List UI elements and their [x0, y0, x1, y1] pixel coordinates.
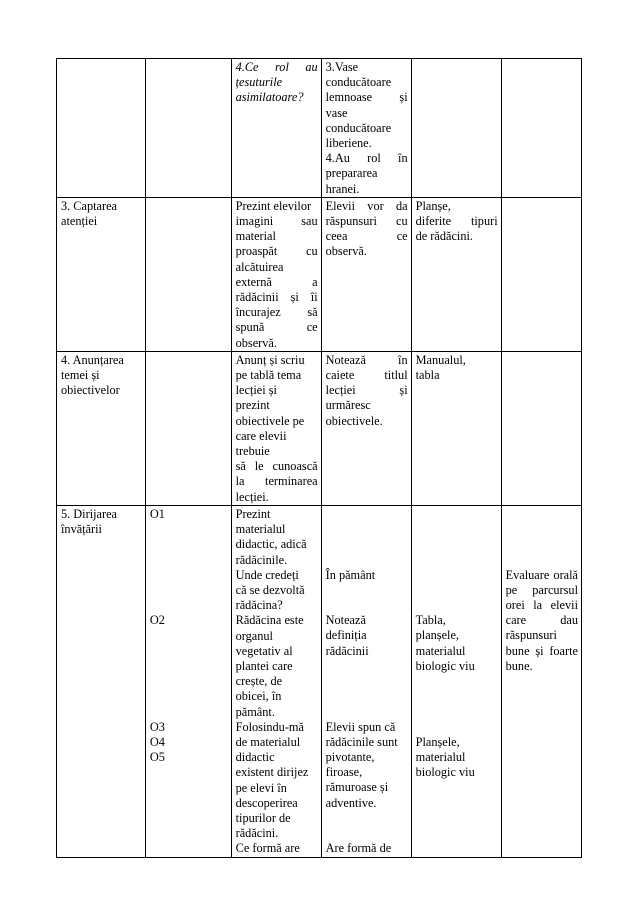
cell-text-line: firoase,	[325, 765, 363, 780]
cell-text-line: conducătoare	[325, 75, 392, 90]
cell-stage	[57, 59, 146, 198]
cell-text-line: vase	[325, 105, 348, 120]
blank-line	[326, 583, 408, 598]
cell-text-line: biologic viu	[415, 765, 475, 780]
cell-text-line: vegetativ al	[235, 643, 293, 658]
blank-line	[416, 704, 498, 719]
cell-resources	[411, 351, 501, 505]
cell-text-line: asimilatoare?	[235, 90, 304, 105]
cell-stage	[57, 351, 146, 505]
cell-text-line: existent dirijez	[235, 765, 309, 780]
cell-text-line: Elevii spun că	[325, 719, 396, 734]
cell-text-line: ceea ce	[325, 229, 408, 244]
blank-line	[416, 537, 498, 552]
cell-text-line: Are formă de	[325, 841, 392, 856]
cell-evaluation	[501, 351, 581, 505]
cell-text-line: O2	[149, 613, 165, 628]
cell-text-line: lecției și	[325, 383, 408, 398]
cell-text-line: lemnoase și	[325, 90, 408, 105]
cell-text-line: descoperirea	[235, 795, 298, 810]
cell-text-line: O5	[149, 749, 165, 764]
blank-line	[150, 628, 228, 643]
cell-text-line: 4.Au rol în	[325, 151, 408, 166]
cell-text-line: Notează	[325, 613, 366, 628]
blank-line	[150, 552, 228, 567]
lesson-plan-body	[57, 59, 582, 858]
cell-text-line: tipurilor de	[235, 810, 291, 825]
cell-text-line: Planșele,	[415, 734, 460, 749]
cell-text-line: 4.Ce rol au	[235, 60, 318, 74]
cell-text-line: rădăcini.	[235, 826, 279, 841]
blank-line	[506, 522, 578, 537]
cell-text-line: prepararea	[325, 166, 378, 181]
cell-student-activity	[321, 59, 411, 198]
cell-text-line: Unde credeți	[235, 567, 299, 582]
cell-text-line: crește, de	[235, 674, 283, 689]
cell-text-line: încurajez să	[235, 305, 318, 320]
blank-line	[326, 674, 408, 689]
cell-teacher-activity	[231, 197, 321, 351]
blank-line	[416, 598, 498, 613]
cell-text-line: Prezint	[235, 506, 271, 521]
cell-text-line: Evaluare orală	[505, 567, 578, 582]
blank-line	[150, 522, 228, 537]
cell-text-line: planșele,	[415, 628, 459, 643]
cell-student-activity	[321, 505, 411, 857]
blank-line	[416, 720, 498, 735]
cell-text-line: rădăcinii	[325, 643, 369, 658]
cell-text-line: externă a	[235, 274, 318, 289]
blank-line	[326, 522, 408, 537]
cell-text-line: temei și	[61, 368, 100, 383]
cell-text-line: diferite tipuri	[415, 214, 498, 229]
cell-text-line: Prezint elevilor	[235, 198, 312, 213]
blank-line	[326, 826, 408, 841]
cell-text-line: rădăcinii și îi	[235, 290, 318, 305]
cell-text-line: lecției și	[235, 383, 277, 398]
cell-evaluation	[501, 505, 581, 857]
cell-text-line: orei la elevii	[505, 598, 578, 613]
cell-objectives	[145, 351, 231, 505]
cell-text-line: hranei.	[325, 181, 360, 196]
cell-text-line: material	[235, 229, 276, 244]
blank-line	[150, 644, 228, 659]
blank-line	[326, 552, 408, 567]
cell-text-line: pe elevi în	[235, 780, 287, 795]
cell-evaluation	[501, 197, 581, 351]
blank-line	[326, 507, 408, 522]
cell-text-line: Planșe,	[415, 198, 451, 213]
cell-text-line: proaspăt cu	[235, 244, 318, 259]
blank-line	[416, 552, 498, 567]
cell-text-line: la terminarea	[235, 474, 318, 489]
cell-text-line: adventive.	[325, 795, 377, 810]
cell-text-line: țesuturile	[235, 75, 283, 90]
cell-text-line: Ce formă are	[235, 841, 300, 856]
cell-text-line: didactic	[235, 750, 275, 765]
cell-resources	[411, 505, 501, 857]
cell-text-line: materialul	[415, 749, 466, 764]
blank-line	[326, 689, 408, 704]
cell-text-line: rămuroase și	[325, 780, 389, 795]
cell-text-line: obicei, în	[235, 689, 282, 704]
cell-text-line: să le cunoască	[235, 459, 318, 474]
blank-line	[506, 537, 578, 552]
blank-line	[506, 552, 578, 567]
blank-line	[150, 598, 228, 613]
cell-text-line: care dau	[505, 613, 578, 628]
cell-text-line: observă.	[325, 244, 367, 259]
cell-text-line: prezint	[235, 398, 270, 413]
cell-teacher-activity	[231, 505, 321, 857]
cell-text-line: învățării	[61, 522, 102, 537]
cell-resources	[411, 59, 501, 198]
cell-text-line: răspunsuri cu	[325, 214, 408, 229]
cell-text-line: bune.	[505, 658, 533, 673]
cell-text-line: obiectivele.	[325, 413, 383, 428]
cell-text-line: conducătoare	[325, 120, 392, 135]
blank-line	[150, 659, 228, 674]
blank-line	[150, 704, 228, 719]
cell-evaluation	[501, 59, 581, 198]
cell-stage	[57, 505, 146, 857]
blank-line	[150, 537, 228, 552]
blank-line	[506, 507, 578, 522]
cell-text-line: biologic viu	[415, 658, 475, 673]
blank-line	[326, 598, 408, 613]
cell-text-line: 4. Anunțarea	[61, 352, 124, 367]
table-row	[57, 59, 582, 198]
cell-text-line: O1	[149, 506, 165, 521]
cell-text-line: În pământ	[325, 567, 376, 582]
cell-text-line: pământ.	[235, 704, 275, 719]
cell-text-line: O3	[149, 719, 165, 734]
blank-line	[150, 583, 228, 598]
cell-text-line: materialul	[235, 522, 286, 537]
cell-objectives	[145, 505, 231, 857]
cell-text-line: Notează în	[325, 352, 408, 367]
cell-text-line: pe tablă tema	[235, 368, 302, 383]
cell-text-line: materialul	[415, 643, 466, 658]
table-row	[57, 505, 582, 857]
cell-text-line: răspunsuri	[505, 628, 557, 643]
cell-text-line: plantei care	[235, 658, 293, 673]
cell-text-line: 3.Vase	[325, 60, 359, 74]
cell-teacher-activity	[231, 59, 321, 198]
blank-line	[326, 537, 408, 552]
blank-line	[416, 674, 498, 689]
cell-text-line: bune și foarte	[505, 643, 578, 658]
blank-line	[150, 689, 228, 704]
cell-text-line: definiția	[325, 628, 367, 643]
cell-text-line: Folosindu-mă	[235, 719, 304, 734]
cell-student-activity	[321, 197, 411, 351]
cell-text-line: Manualul,	[415, 352, 466, 367]
blank-line	[326, 659, 408, 674]
cell-text-line: tabla	[415, 368, 440, 383]
cell-text-line: organul	[235, 628, 273, 643]
cell-text-line: obiectivele pe	[235, 413, 305, 428]
blank-line	[326, 704, 408, 719]
cell-text-line: rădăcinile sunt	[325, 734, 398, 749]
blank-line	[326, 811, 408, 826]
cell-text-line: spună ce	[235, 320, 318, 335]
cell-objectives	[145, 197, 231, 351]
blank-line	[416, 583, 498, 598]
cell-text-line: 3. Captarea	[61, 198, 117, 213]
cell-text-line: urmăresc	[325, 398, 371, 413]
cell-text-line: lecției.	[235, 489, 269, 504]
cell-text-line: de materialul	[235, 734, 301, 749]
blank-line	[416, 689, 498, 704]
table-row	[57, 197, 582, 351]
cell-text-line: atenției	[61, 214, 98, 229]
cell-text-line: Tabla,	[415, 613, 446, 628]
cell-text-line: de rădăcini.	[415, 229, 473, 244]
blank-line	[416, 522, 498, 537]
blank-line	[416, 568, 498, 583]
cell-text-line: Rădăcina este	[235, 613, 304, 628]
cell-text-line: pivotante,	[325, 749, 375, 764]
table-row	[57, 351, 582, 505]
lesson-plan-table	[56, 58, 582, 858]
cell-text-line: pe parcursul	[505, 582, 578, 597]
cell-text-line: caiete titlul	[325, 368, 408, 383]
blank-line	[416, 507, 498, 522]
blank-line	[150, 568, 228, 583]
cell-text-line: 5. Dirijarea	[61, 506, 117, 521]
cell-resources	[411, 197, 501, 351]
cell-text-line: observă.	[235, 335, 277, 350]
cell-student-activity	[321, 351, 411, 505]
cell-text-line: didactic, adică	[235, 537, 307, 552]
cell-text-line: Anunț și scriu	[235, 352, 305, 367]
cell-text-line: liberiene.	[325, 136, 372, 151]
cell-text-line: alcătuirea	[235, 259, 284, 274]
blank-line	[150, 674, 228, 689]
cell-objectives	[145, 59, 231, 198]
cell-text-line: rădăcina?	[235, 598, 283, 613]
cell-text-line: trebuie	[235, 444, 270, 459]
cell-teacher-activity	[231, 351, 321, 505]
cell-text-line: obiectivelor	[61, 383, 120, 398]
cell-text-line: că se dezvoltă	[235, 582, 305, 597]
cell-stage	[57, 197, 146, 351]
cell-text-line: care elevii	[235, 428, 287, 443]
cell-text-line: imagini sau	[235, 214, 318, 229]
cell-text-line: O4	[149, 734, 165, 749]
cell-text-line: rădăcinile.	[235, 552, 288, 567]
cell-text-line: Elevii vor da	[325, 198, 408, 213]
